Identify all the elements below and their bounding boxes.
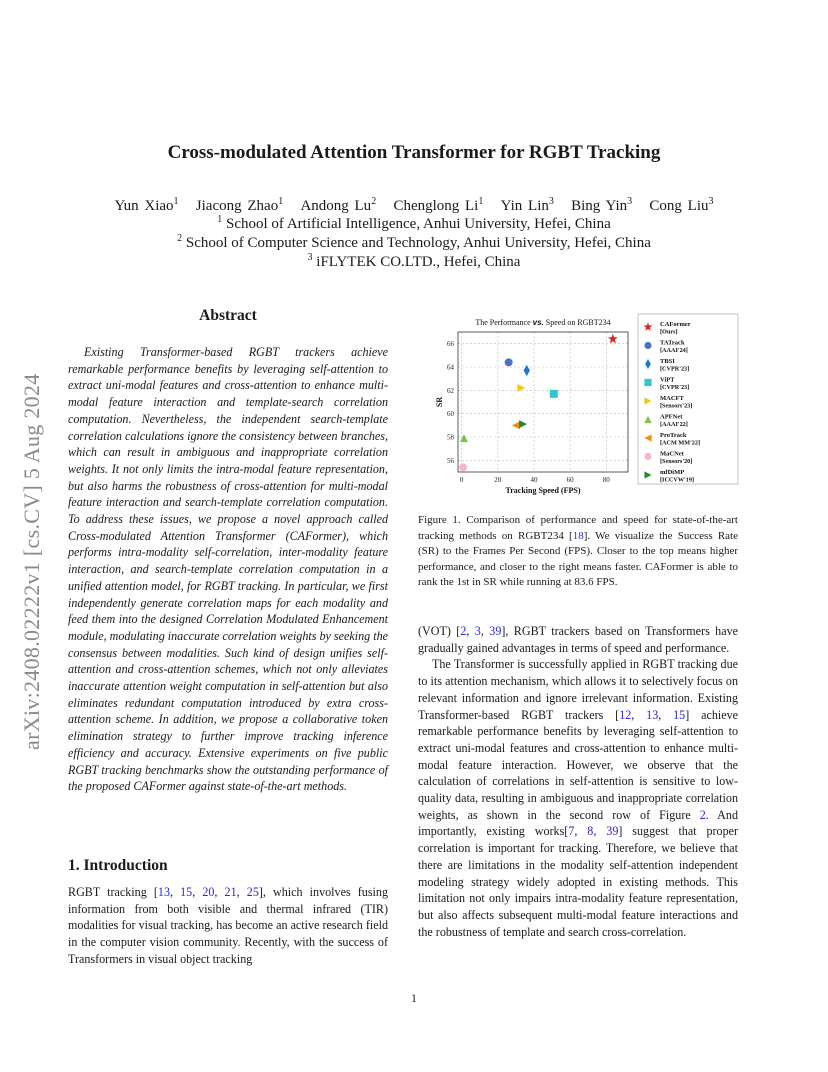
introduction-heading: 1. Introduction <box>68 857 168 874</box>
plot-frame <box>458 332 628 472</box>
abstract-text: Existing Transformer-based RGBT trackers achieve remarkable performance benefits by leveraging self-attention to extract uni-modal features and cross-attention to enhance multi-modal feature interaction and template-search correlation computation. Nevertheless, the independent search-template correlation calculations ignore the consistency between branches, which can result in ambiguous and inappropriate correlation weights. It not only limits the intra-modal feature representation, but also harms the robustness of cross-attention for multi-modal feature interaction and search-template correlation computation. To address these issues, we propose a novel approach called Cross-modulated Attention Transformer (CAFormer), which performs intra-modality self-correlation, inter-modality feature interaction, and search-template correlation computation in a unified attention model, for RGBT tracking. In particular, we first independently generate correlation maps for each modality and feed them into the designed Correlation Modulated Enhancement module, modulating inaccurate correlation weights by seeking the consensus between modalities. Such kind of design unifies self-attention and cross-attention schemes, which not only alleviates inaccurate attention weight computation in self-attention but also eliminates redundant computation introduced by extra cross-attention scheme. In addition, we propose a collaborative token elimination strategy to further improve tracking inference efficiency and accuracy. Extensive experiments on five public RGBT tracking benchmarks show the outstanding performance of the proposed CAFormer against state-of-the-art methods. <box>68 345 388 794</box>
data-point-protrack <box>512 421 520 429</box>
author-name: Bing Yin <box>571 198 628 214</box>
right-p2-text-c: . And importantly, existing works[ <box>418 807 738 839</box>
caption-text-a: Figure 1. Comparison of performance and speed for state-of-the-art tracking methods on RGBT234 [ <box>418 514 738 542</box>
y-tick-label: 66 <box>447 340 454 349</box>
data-point-tbsi <box>524 365 530 376</box>
citation-link[interactable]: 15 <box>673 707 686 722</box>
y-tick-label: 60 <box>447 410 454 419</box>
author-affiliation-number: 3 <box>627 196 633 207</box>
legend-venue: [AAAI'24] <box>660 347 688 354</box>
citation-separator: , <box>574 824 588 839</box>
right-p2-citations <box>619 708 685 722</box>
legend-venue: [ACM MM'22] <box>660 439 701 447</box>
page-number: 1 <box>411 991 417 1005</box>
citation-link[interactable]: 12 <box>619 707 632 722</box>
legend-label: TBSI <box>660 358 675 365</box>
citation-link[interactable]: 3 <box>474 624 481 638</box>
y-tick-label: 58 <box>447 433 454 442</box>
affiliation-2-number: 2 <box>177 233 183 244</box>
citation-separator: , <box>236 885 247 899</box>
performance-speed-chart <box>420 312 740 502</box>
author-affiliation-number: 1 <box>478 196 484 207</box>
affiliation-3-text: iFLYTEK CO.LTD., Hefei, China <box>316 254 521 270</box>
x-tick-label: 60 <box>566 476 574 484</box>
legend-venue: [AAAI'22] <box>660 421 688 428</box>
author-affiliation-number: 1 <box>173 196 179 207</box>
intro-citations <box>158 885 259 899</box>
chart-title: The Performance vs. Speed on RGBT234 <box>475 318 611 327</box>
data-point-mfdimp <box>519 420 527 428</box>
legend-marker-vipt <box>644 379 651 386</box>
citation-separator: , <box>593 824 607 839</box>
citation-separator: , <box>192 885 203 899</box>
right-p2-text-a: The Transformer is successfully applied in RGBT tracking due to its attention mechanism, which allows it to selectively focus on relevant information and ignore irrelevant information. Existing Transformer-based RGBT trackers [ <box>418 657 738 722</box>
author-name: Andong Lu <box>300 198 372 214</box>
right-p2-text-b: ] achieve remarkable performance benefits by leveraging self-attention to extract uni-modal features and cross-attention to enhance multi-modal feature interaction. However, we observe that the calculation of correlations in self-attention is sensitive to low-quality data, resulting in ambiguous and inappropriate correlation weights, as shown in the second row of Figure <box>418 707 739 822</box>
data-point-apfnet <box>460 434 468 442</box>
affiliation-1-text: School of Artificial Intelligence, Anhui University, Hefei, China <box>225 216 611 232</box>
x-tick-label: 80 <box>602 476 610 484</box>
intro-text-b: ], which involves fusing information from both visible and thermal infrared (TIR) modalities for visual tracking, has become an active research field in the computer vision community. Recently, with the success of Transformers in visual object tracking <box>68 885 388 966</box>
citation-link[interactable]: 39 <box>489 624 502 638</box>
citation-link[interactable]: 20 <box>202 885 215 899</box>
abstract-heading: Abstract <box>199 307 257 324</box>
legend-label: ProTrack <box>660 432 687 439</box>
data-point-macft <box>517 384 525 392</box>
right-paragraph-2 <box>418 656 738 940</box>
legend-venue: [Ours] <box>660 328 678 336</box>
legend-marker-tatrack <box>644 342 651 349</box>
caption-text-b: ]. We visualize the Success Rate (SR) to the Frames Per Second (FPS). Closer to the top means higher performance, and closer to the right means faster. CAFormer is able to rank the 1st in SR while running at 83.6 FPS. <box>418 529 738 588</box>
right-paragraph-1 <box>418 623 738 656</box>
author-affiliation-number: 3 <box>708 196 714 207</box>
x-tick-label: 0 <box>459 476 464 484</box>
intro-text-a: RGBT tracking [ <box>68 885 158 899</box>
citation-link[interactable]: 8 <box>587 824 594 839</box>
citation-link[interactable]: 7 <box>568 824 575 839</box>
affiliation-3 <box>0 252 828 271</box>
author-name: Cong Liu <box>649 198 709 214</box>
figure-2-link[interactable]: 2 <box>699 807 706 822</box>
y-tick-label: 64 <box>447 363 454 372</box>
citation-link[interactable]: 25 <box>246 885 259 899</box>
right-p1-text-b: ], RGBT trackers based on Transformers have gradually gained advantages in terms of speed and performance. <box>418 624 739 655</box>
legend-label: MACFT <box>660 395 684 402</box>
citation-link[interactable]: 13 <box>157 885 170 899</box>
right-p2-text-d: ] suggest that proper correlation is important for tracking. Therefore, we believe that there are limitations in the modality self-attention independent modeling strategy widely adopted in existing methods. This limitation not only impairs intra-modality feature representation, but also affects subsequent multi-modal feature interactions and the robustness of template and search cross-correlation. <box>418 824 739 939</box>
right-p2-citations-2 <box>568 824 618 838</box>
citation-separator: , <box>480 624 490 638</box>
author-list <box>0 196 828 215</box>
paper-title: Cross-modulated Attention Transformer for RGBT Tracking <box>167 142 661 163</box>
y-axis-label: SR <box>435 396 444 408</box>
legend-label: ViPT <box>660 376 675 384</box>
author-name: Chenglong Li <box>393 198 479 214</box>
affiliation-2-text: School of Computer Science and Technology, Anhui University, Hefei, China <box>185 235 651 251</box>
citation-separator: , <box>466 624 475 638</box>
affiliation-1 <box>0 214 828 233</box>
legend-venue: [Sensors'23] <box>660 402 693 410</box>
data-point-tatrack <box>505 358 513 366</box>
affiliation-3-number: 3 <box>307 252 313 263</box>
citation-separator: , <box>169 885 181 899</box>
legend-marker-macnet <box>644 453 651 460</box>
data-point-caformer <box>608 334 618 343</box>
legend-venue: [Sensors'20] <box>660 458 693 465</box>
caption-citation-link[interactable]: 18 <box>572 529 584 542</box>
right-column-body <box>418 623 738 940</box>
y-tick-label: 62 <box>447 386 454 395</box>
figure-1 <box>420 312 740 502</box>
legend-label: APFNet <box>660 413 683 421</box>
citation-separator: , <box>214 885 225 899</box>
legend-label: mfDiMP <box>660 469 685 476</box>
figure-1-caption <box>418 513 738 591</box>
citation-link[interactable]: 21 <box>224 885 237 899</box>
legend-label: MaCNet <box>660 450 684 458</box>
author-affiliation-number: 3 <box>548 196 554 207</box>
affiliation-1-number: 1 <box>217 214 223 225</box>
x-tick-label: 40 <box>530 476 538 484</box>
legend-venue: [CVPR'23] <box>660 384 690 391</box>
data-point-vipt <box>550 390 558 398</box>
arxiv-identifier: arXiv:2408.02222v1 [cs.CV] 5 Aug 2024 <box>19 373 44 750</box>
citation-separator: , <box>658 707 674 722</box>
data-point-macnet <box>459 463 467 471</box>
y-tick-label: 56 <box>447 456 454 465</box>
author-name: Yin Lin <box>500 198 549 214</box>
author-name: Yun Xiao <box>114 198 174 214</box>
author-affiliation-number: 2 <box>371 196 377 207</box>
x-tick-label: 20 <box>494 476 502 484</box>
legend-label: TATrack <box>660 339 685 347</box>
legend-venue: [ICCVW'19] <box>660 476 695 484</box>
introduction-paragraph <box>68 884 388 968</box>
citation-link[interactable]: 13 <box>646 707 659 722</box>
legend-venue: [CVPR'23] <box>660 365 690 373</box>
author-affiliation-number: 1 <box>278 196 284 207</box>
right-p1-citations <box>460 624 501 638</box>
x-axis-label: Tracking Speed (FPS) <box>505 486 581 495</box>
citation-separator: , <box>631 707 647 722</box>
affiliation-2 <box>0 233 828 252</box>
legend-label: CAFormer <box>660 321 691 328</box>
author-name: Jiacong Zhao <box>195 198 279 214</box>
right-p1-text-a: (VOT) [ <box>418 624 461 638</box>
citation-link[interactable]: 39 <box>606 824 619 839</box>
citation-link[interactable]: 15 <box>180 885 193 899</box>
citation-link[interactable]: 2 <box>460 624 467 638</box>
